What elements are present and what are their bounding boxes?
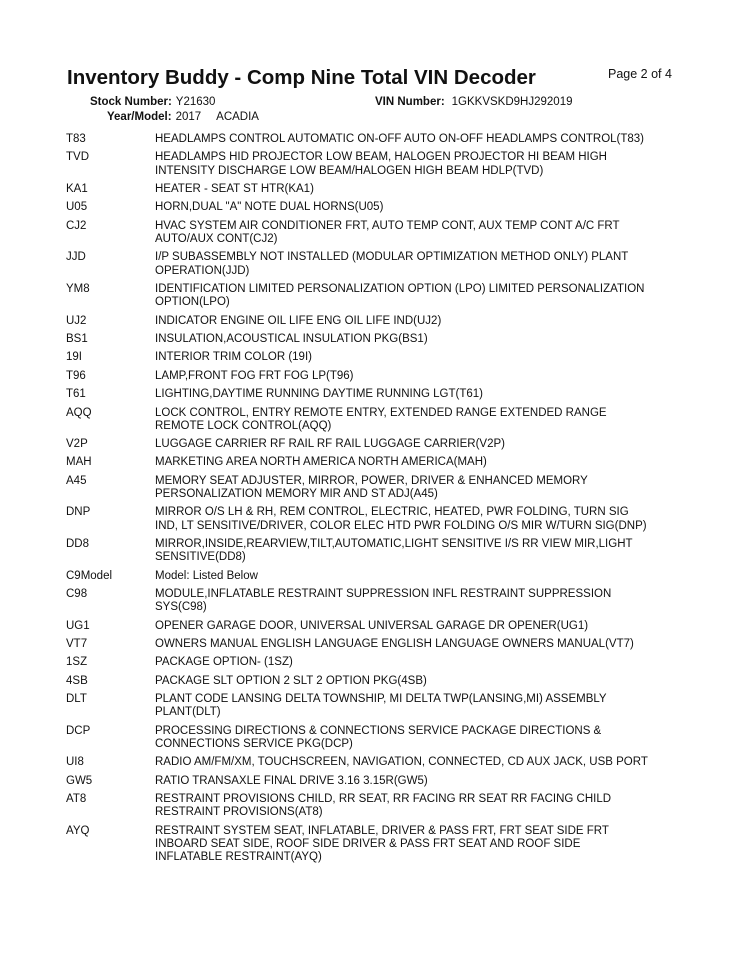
option-row: [66, 351, 678, 364]
option-description: HEADLAMPS HID PROJECTOR LOW BEAM, HALOGEN PROJECTOR HI BEAM HIGH INTENSITY DISCHARGE LOW BEAM/HALOGEN HIGH BEAM HDLP(TVD): [155, 151, 607, 177]
option-row: [66, 775, 678, 788]
option-description: OWNERS MANUAL ENGLISH LANGUAGE ENGLISH LANGUAGE OWNERS MANUAL(VT7): [155, 638, 634, 651]
option-description: RESTRAINT SYSTEM SEAT, INFLATABLE, DRIVER & PASS FRT, FRT SEAT SIDE FRT INBOARD SEAT SIDE, ROOF SIDE DRIVER & PASS FRT SEAT AND ROOF SIDE INFLATABLE RESTRAINT(AYQ): [155, 824, 609, 864]
option-row: [66, 251, 678, 277]
option-row: [66, 756, 678, 769]
option-description: PLANT CODE LANSING DELTA TOWNSHIP, MI DELTA TWP(LANSING,MI) ASSEMBLY PLANT(DLT): [155, 693, 607, 719]
option-row: [66, 538, 678, 564]
option-row: [66, 570, 678, 583]
option-description: I/P SUBASSEMBLY NOT INSTALLED (MODULAR OPTIMIZATION METHOD ONLY) PLANT OPERATION(JJD): [155, 251, 629, 277]
option-description: HORN,DUAL "A" NOTE DUAL HORNS(U05): [155, 201, 384, 214]
option-description: PACKAGE OPTION- (1SZ): [155, 656, 293, 669]
option-row: [66, 133, 678, 146]
option-row: [66, 370, 678, 383]
option-code: A45: [66, 474, 87, 487]
option-code: C98: [66, 588, 88, 601]
option-description: HVAC SYSTEM AIR CONDITIONER FRT, AUTO TEMP CONT, AUX TEMP CONT A/C FRT AUTO/AUX CONT(CJ2): [155, 219, 620, 245]
option-code: T61: [66, 388, 86, 401]
option-description: IDENTIFICATION LIMITED PERSONALIZATION OPTION (LPO) LIMITED PERSONALIZATION OPTION(LPO): [155, 282, 645, 309]
vin-number-value: 1GKKVSKD9HJ292019: [451, 96, 573, 108]
option-code: KA1: [66, 182, 88, 195]
option-row: [66, 656, 678, 669]
stock-number-value: Y21630: [175, 96, 216, 108]
option-code: UG1: [66, 619, 90, 632]
option-description: HEATER - SEAT ST HTR(KA1): [155, 182, 314, 195]
option-code: AYQ: [66, 824, 90, 837]
option-row: [66, 183, 678, 196]
year-model-label: Year/Model:: [107, 111, 172, 123]
option-description: MARKETING AREA NORTH AMERICA NORTH AMERICA(MAH): [155, 456, 487, 469]
option-description: MEMORY SEAT ADJUSTER, MIRROR, POWER, DRIVER & ENHANCED MEMORY PERSONALIZATION MEMORY MIR AND ST ADJ(A45): [155, 474, 588, 501]
option-row: [66, 407, 678, 433]
option-description: INDICATOR ENGINE OIL LIFE ENG OIL LIFE IND(UJ2): [155, 314, 442, 327]
option-code: GW5: [66, 774, 93, 787]
vin-number: [375, 96, 572, 108]
document-title: Inventory Buddy - Comp Nine Total VIN Decoder: [67, 66, 536, 89]
option-code: 4SB: [66, 674, 88, 687]
option-row: [66, 456, 678, 469]
option-code: BS1: [66, 332, 88, 345]
option-code: DD8: [66, 538, 90, 551]
option-code: VT7: [66, 638, 88, 651]
option-description: RATIO TRANSAXLE FINAL DRIVE 3.16 3.15R(GW5): [155, 774, 428, 787]
option-row: [66, 475, 678, 501]
vin-number-label: VIN Number:: [375, 96, 445, 108]
option-description: RESTRAINT PROVISIONS CHILD, RR SEAT, RR FACING RR SEAT RR FACING CHILD RESTRAINT PROVISIONS(AT8): [155, 793, 612, 819]
option-code: MAH: [66, 456, 92, 469]
option-row: [66, 638, 678, 651]
option-row: [66, 506, 678, 532]
page-number: Page 2 of 4: [608, 67, 672, 81]
option-code: DNP: [66, 506, 91, 519]
option-description: OPENER GARAGE DOOR, UNIVERSAL UNIVERSAL GARAGE DR OPENER(UG1): [155, 619, 589, 632]
year-model: [107, 111, 259, 123]
option-row: [66, 693, 678, 719]
model-value: ACADIA: [216, 111, 259, 123]
option-code: AT8: [66, 793, 87, 806]
option-description: LUGGAGE CARRIER RF RAIL RF RAIL LUGGAGE CARRIER(V2P): [155, 438, 505, 451]
option-row: [66, 825, 678, 865]
option-code: C9Model: [66, 569, 113, 582]
option-code: JJD: [66, 251, 86, 264]
option-code: YM8: [66, 282, 90, 295]
option-description: INSULATION,ACOUSTICAL INSULATION PKG(BS1): [155, 332, 428, 345]
option-row: [66, 315, 678, 328]
option-row: [66, 438, 678, 451]
option-description: PACKAGE SLT OPTION 2 SLT 2 OPTION PKG(4SB): [155, 674, 427, 687]
option-code: 19I: [66, 351, 82, 364]
option-code: AQQ: [66, 406, 92, 419]
option-description: Model: Listed Below: [155, 569, 258, 582]
option-code: DLT: [66, 693, 87, 706]
option-code: DCP: [66, 724, 91, 737]
option-code: V2P: [66, 438, 88, 451]
option-code: UI8: [66, 756, 84, 769]
option-code: U05: [66, 201, 88, 214]
option-description: HEADLAMPS CONTROL AUTOMATIC ON-OFF AUTO ON-OFF HEADLAMPS CONTROL(T83): [155, 133, 645, 145]
option-code: T83: [66, 133, 86, 145]
option-code: UJ2: [66, 314, 87, 327]
option-description: MIRROR O/S LH & RH, REM CONTROL, ELECTRIC, HEATED, PWR FOLDING, TURN SIG IND, LT SENSITIVE/DRIVER, COLOR ELEC HTD PWR FOLDING O/S MIR W/TURN SIG(DNP): [155, 506, 647, 532]
option-row: [66, 588, 678, 614]
option-row: [66, 283, 678, 309]
option-row: [66, 793, 678, 819]
option-description: MODULE,INFLATABLE RESTRAINT SUPPRESSION INFL RESTRAINT SUPPRESSION SYS(C98): [155, 588, 612, 614]
option-description: INTERIOR TRIM COLOR (19I): [155, 351, 312, 364]
option-list: [66, 133, 678, 870]
stock-number: [90, 96, 215, 108]
option-row: [66, 675, 678, 688]
option-description: RADIO AM/FM/XM, TOUCHSCREEN, NAVIGATION, CONNECTED, CD AUX JACK, USB PORT: [155, 756, 648, 769]
option-description: LAMP,FRONT FOG FRT FOG LP(T96): [155, 369, 354, 382]
option-row: [66, 620, 678, 633]
option-description: LOCK CONTROL, ENTRY REMOTE ENTRY, EXTENDED RANGE EXTENDED RANGE REMOTE LOCK CONTROL(AQQ): [155, 406, 607, 432]
option-code: T96: [66, 369, 86, 382]
stock-number-label: Stock Number:: [90, 96, 172, 108]
option-row: [66, 151, 678, 177]
year-value: 2017: [175, 111, 202, 123]
option-row: [66, 333, 678, 346]
option-description: LIGHTING,DAYTIME RUNNING DAYTIME RUNNING LGT(T61): [155, 388, 483, 401]
option-row: [66, 201, 678, 214]
option-description: PROCESSING DIRECTIONS & CONNECTIONS SERVICE PACKAGE DIRECTIONS & CONNECTIONS SERVICE PKG(DCP): [155, 724, 602, 750]
option-row: [66, 220, 678, 246]
option-row: [66, 388, 678, 401]
option-code: 1SZ: [66, 656, 88, 669]
option-description: MIRROR,INSIDE,REARVIEW,TILT,AUTOMATIC,LIGHT SENSITIVE I/S RR VIEW MIR,LIGHT SENSITIVE(DD8): [155, 538, 633, 564]
option-row: [66, 725, 678, 751]
option-code: TVD: [66, 151, 89, 164]
option-code: CJ2: [66, 219, 87, 232]
